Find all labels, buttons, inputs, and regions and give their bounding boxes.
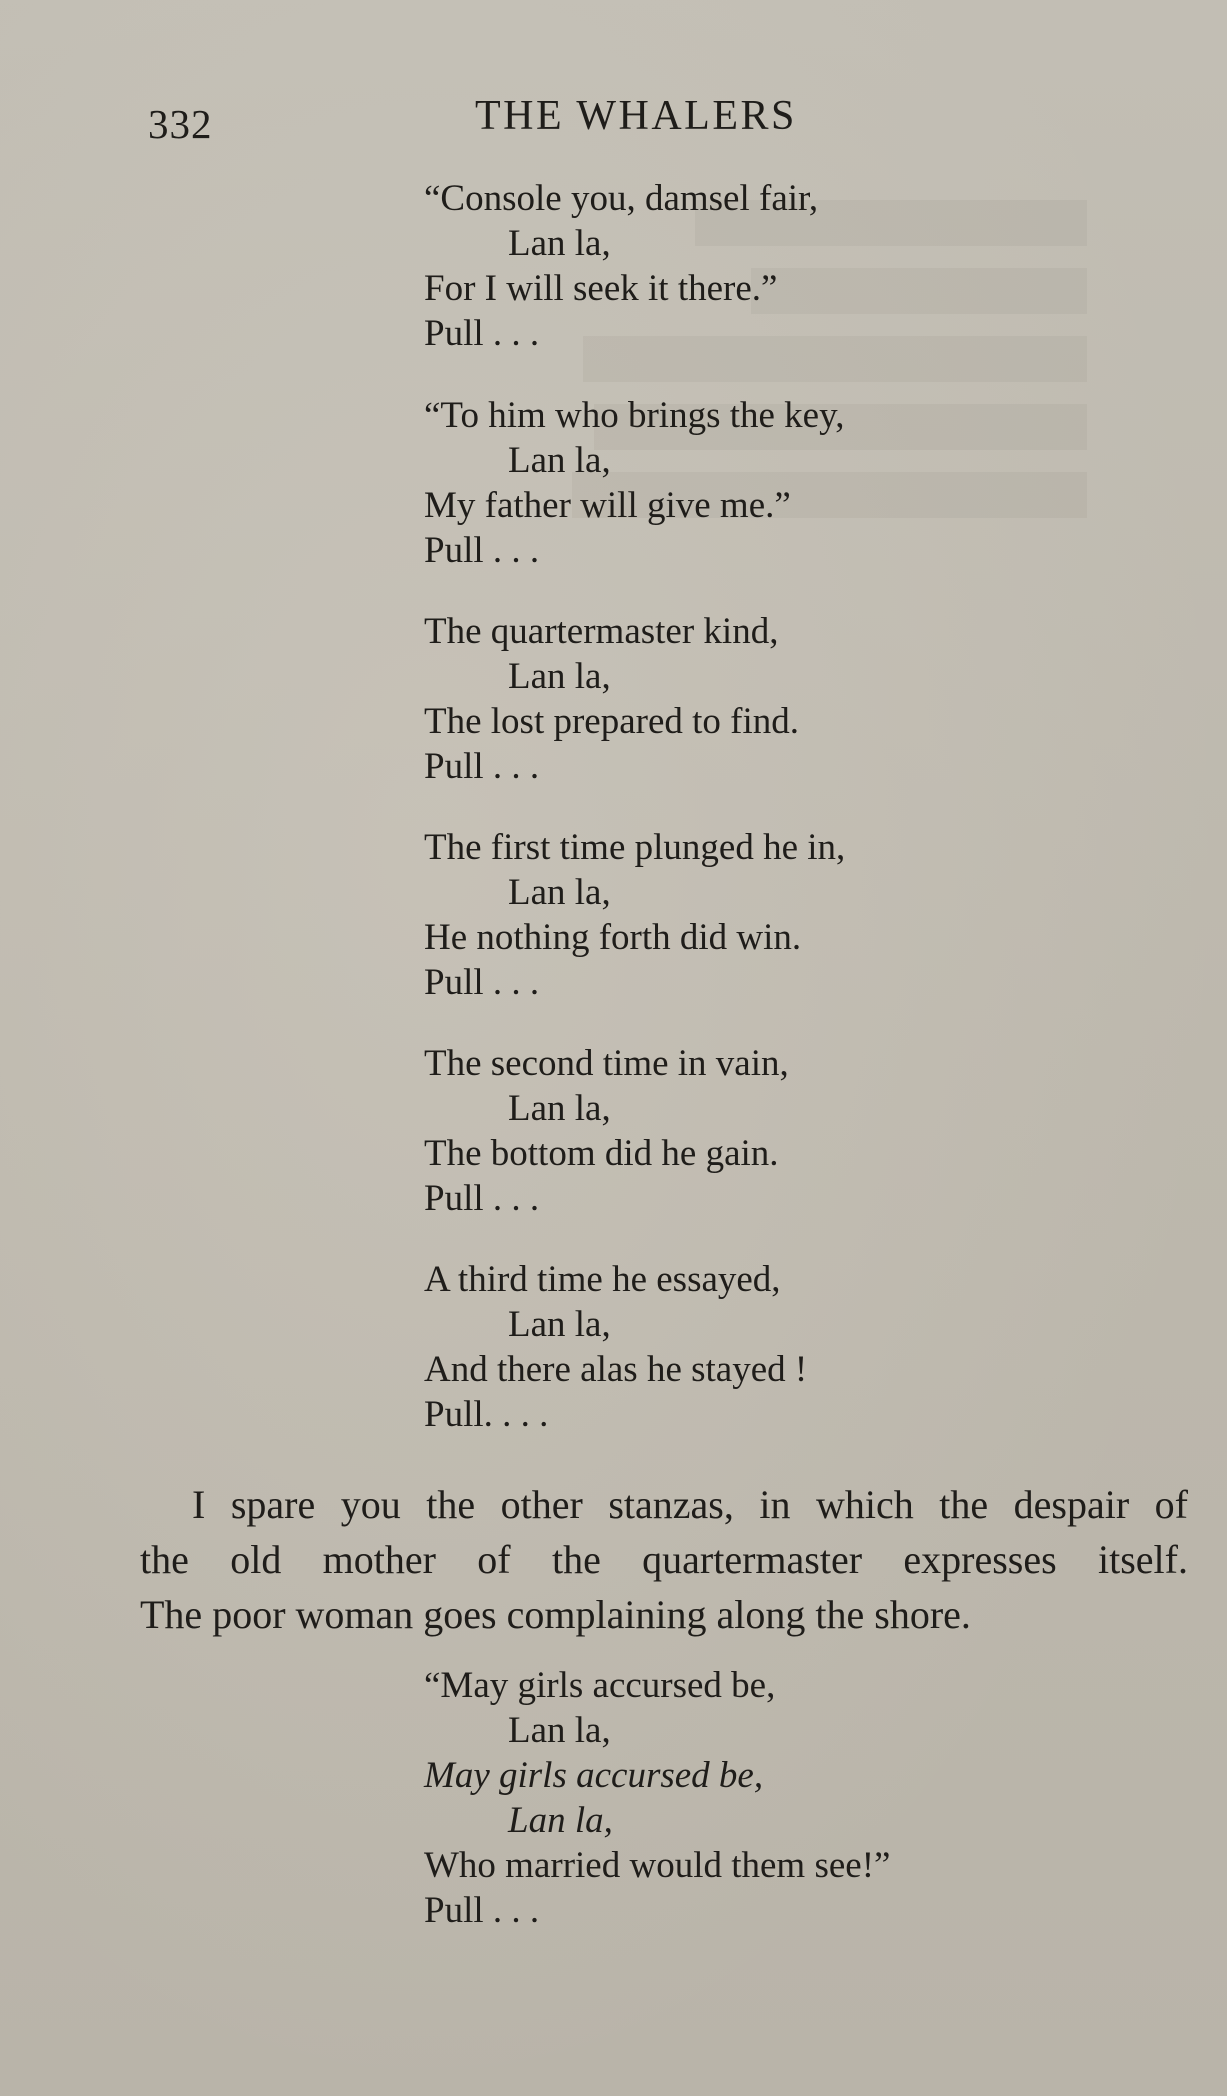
prose-line: the old mother of the quartermaster expresses itself. [140,1537,1188,1582]
verse-line: The lost prepared to find. [424,701,800,742]
refrain-line: Lan la, [508,1088,611,1129]
verse-line: “To him who brings the key, [424,395,845,436]
verse-line: The bottom did he gain. [424,1133,779,1174]
refrain-line: Lan la, [508,223,611,264]
verse-line: A third time he essayed, [424,1259,781,1300]
verse-line-italic: May girls accursed be, [424,1755,764,1796]
refrain-line: Lan la, [508,1710,611,1751]
refrain-line-italic: Lan la, [508,1800,613,1841]
verse-line: “May girls accursed be, [424,1665,776,1706]
refrain-line: Lan la, [508,872,611,913]
chorus-line: Pull . . . [424,530,540,571]
stanza-1 [424,176,984,356]
stanza-2 [424,393,984,573]
page-header [0,92,1227,148]
chorus-line: Pull . . . [424,1890,540,1931]
stanza-4 [424,825,984,1005]
verse-line: The quartermaster kind, [424,611,779,652]
verse-line: The second time in vain, [424,1043,789,1084]
stanza-5 [424,1041,984,1221]
page-number: 332 [148,101,213,147]
verse-line: For I will seek it there.” [424,268,778,309]
running-head: THE WHALERS [475,93,797,139]
verse-line: “Console you, damsel fair, [424,178,819,219]
refrain-line: Lan la, [508,656,611,697]
prose-line: I spare you the other stanzas, in which the despair of [192,1482,1188,1527]
verse-line: And there alas he stayed ! [424,1349,808,1390]
prose-line: The poor woman goes complaining along the shore. [140,1592,971,1637]
refrain-line: Lan la, [508,440,611,481]
refrain-line: Lan la, [508,1304,611,1345]
prose-paragraph [140,1477,1188,1642]
stanza-6 [424,1257,984,1437]
verse-line: He nothing forth did win. [424,917,802,958]
verse-line: My father will give me.” [424,485,791,526]
chorus-line: Pull . . . [424,313,540,354]
chorus-line: Pull . . . [424,746,540,787]
stanza-7 [424,1663,984,1933]
chorus-line: Pull. . . . [424,1394,549,1435]
verse-line: Who married would them see!” [424,1845,891,1886]
chorus-line: Pull . . . [424,962,540,1003]
stanza-3 [424,609,984,789]
verse-line: The first time plunged he in, [424,827,846,868]
chorus-line: Pull . . . [424,1178,540,1219]
